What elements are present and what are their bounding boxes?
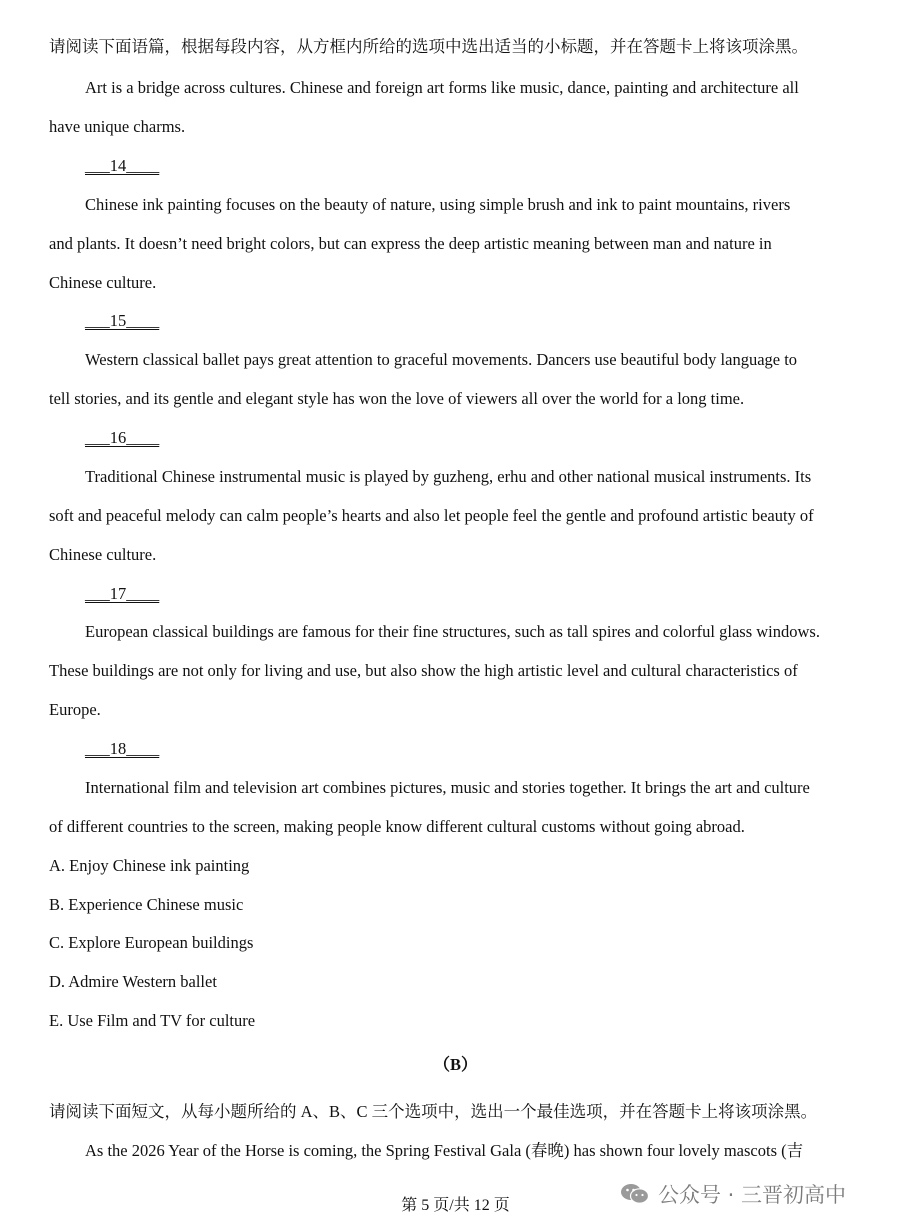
instruction-a: 请阅读下面语篇，根据每段内容，从方框内所给的选项中选出适当的小标题，并在答题卡上将该项涂黑。 <box>49 37 808 56</box>
option-a: A. Enjoy Chinese ink painting <box>49 856 250 875</box>
paragraph-5-line-1: International film and television art combines pictures, music and stories together. It brings the art and culture <box>85 778 810 797</box>
paragraph-2-line-2: tell stories, and its gentle and elegant style has won the love of viewers all over the world for a long time. <box>49 389 745 408</box>
paragraph-3-line-2: soft and peaceful melody can calm people’s hearts and also let people feel the gentle and profound artistic beauty of <box>49 506 814 525</box>
watermark <box>620 1180 846 1208</box>
paragraph-2-line-1: Western classical ballet pays great attention to graceful movements. Dancers use beautiful body language to <box>85 350 798 369</box>
option-c: C. Explore European buildings <box>49 933 254 952</box>
blank-17: ___17____ <box>85 584 160 603</box>
intro-line-2: have unique charms. <box>49 117 186 136</box>
paragraph-5-line-2: of different countries to the screen, making people know different cultural customs without going abroad. <box>49 817 745 836</box>
intro-line-1: Art is a bridge across cultures. Chinese and foreign art forms like music, dance, painting and architecture all <box>85 78 799 97</box>
paragraph-4-line-1: European classical buildings are famous for their fine structures, such as tall spires and colorful glass windows. <box>85 622 820 641</box>
option-d: D. Admire Western ballet <box>49 972 217 991</box>
blank-16: ___16____ <box>85 428 160 447</box>
paragraph-4-line-3: Europe. <box>49 700 101 719</box>
watermark-text: 公众号 · 三晋初高中 <box>658 1183 847 1207</box>
option-e: E. Use Film and TV for culture <box>49 1011 256 1030</box>
page-number: 第 5 页/共 12 页 <box>401 1197 510 1214</box>
blank-15: ___15____ <box>85 311 160 330</box>
paragraph-4-line-2: These buildings are not only for living and use, but also show the high artistic level and cultural characteristics of <box>49 661 798 680</box>
section-b-instruction: 请阅读下面短文，从每小题所给的 A、B、C 三个选项中，选出一个最佳选项，并在答题卡上将该项涂黑。 <box>49 1102 818 1121</box>
blank-18: ___18____ <box>85 739 160 758</box>
paragraph-3-line-1: Traditional Chinese instrumental music is played by guzheng, erhu and other national musical instruments. Its <box>85 467 812 486</box>
section-b-title: （B） <box>433 1055 478 1074</box>
blank-14: ___14____ <box>85 156 160 175</box>
option-b: B. Experience Chinese music <box>49 895 244 914</box>
paragraph-1-line-1: Chinese ink painting focuses on the beauty of nature, using simple brush and ink to paint mountains, rivers <box>85 195 791 214</box>
section-b-first-line: As the 2026 Year of the Horse is coming, the Spring Festival Gala (春晚) has shown four lovely mascots (吉 <box>85 1141 804 1160</box>
wechat-icon <box>620 1182 650 1206</box>
paragraph-1-line-3: Chinese culture. <box>49 273 157 292</box>
paragraph-3-line-3: Chinese culture. <box>49 545 157 564</box>
paragraph-1-line-2: and plants. It doesn’t need bright colors, but can express the deep artistic meaning between man and nature in <box>49 234 772 253</box>
